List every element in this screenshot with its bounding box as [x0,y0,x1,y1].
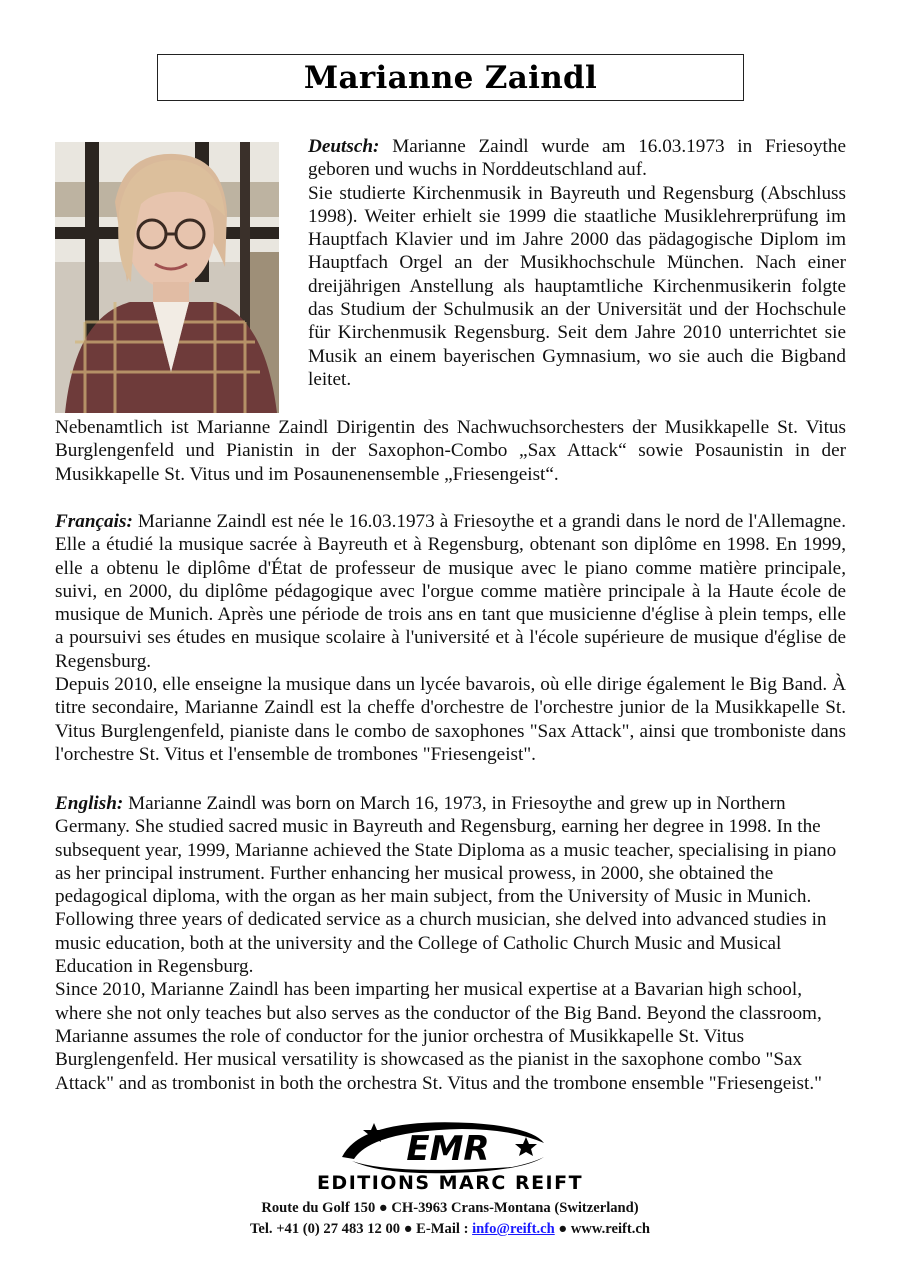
francais-text-1: Marianne Zaindl est née le 16.03.1973 à Friesoythe et a grandi dans le nord de l'Allemagne. Elle a étudié la musique sacrée à Bayreuth et à Regensburg, obtenant son diplôme en 1998. En 1999, elle a obtenu le diplôme d'État de professeur de musique avec le piano comme matière principale, suivi, en 2000, du diplôme pédagogique avec l'orgue comme matière principale à la Haute école de musique de Munich. Après une période de trois ans en tant que musicienne d'église à plein temps, elle a poursuivi ses études en musique scolaire à l'université et à l'école supérieure de musique d'église de Regensburg. [55,511,846,672]
english-paragraph-2: Since 2010, Marianne Zaindl has been imparting her musical expertise at a Bavarian high school, where she not only teaches but also serves as the conductor of the Big Band. Beyond the classroom, Marianne assumes the role of conductor for the junior orchestra of Musikkapelle St. Vitus Burglengenfeld. Her musical versatility is showcased as the pianist in the saxophone combo "Sax Attack" and as trombonist in both the orchestra St. Vitus and the trombone ensemble "Friesengeist." [55,979,822,1094]
portrait-image [55,142,279,413]
deutsch-paragraph-3: Nebenamtlich ist Marianne Zaindl Dirigentin des Nachwuchsorchesters der Musikkapelle St. Vitus Burglengenfeld und Pianistin in der Saxophon-Combo „Sax Attack“ sowie Posaunistin in der Musikkapelle St. Vitus und im Posaunenensemble „Friesengeist“. [55,417,846,485]
footer-address: Route du Golf 150 ● CH-3963 Crans-Montana (Switzerland) [261,1200,639,1216]
deutsch-section-continued [55,416,846,486]
logo-name-text: EDITIONS MARC REIFT [316,1172,584,1194]
footer-contact [0,1221,900,1238]
english-text-1: Marianne Zaindl was born on March 16, 1973, in Friesoythe and grew up in Northern Germany. She studied sacred music in Bayreuth and Regensburg, earning her degree in 1998. In the subsequent year, 1999, Marianne achieved the State Diploma as a music teacher, specialising in piano as her principal instrument. Further enhancing her musical prowess, in 2000, she obtained the pedagogical diploma, with the organ as her main subject, from the University of Music in Munich. Following three years of dedicated service as a church musician, she delved into advanced studies in music education, both at the university and the College of Catholic Church Music and Musical Education in Regensburg. [55,793,837,978]
deutsch-text-1: Marianne Zaindl wurde am 16.03.1973 in Friesoythe geboren und wuchs in Norddeutschland auf. [308,136,846,181]
english-section [55,792,846,1095]
portrait-photo [55,142,279,413]
title-box [157,54,744,101]
emr-logo-mark [282,1117,618,1195]
footer-tel: Tel. +41 (0) 27 483 12 00 ● E-Mail : [249,1221,473,1237]
deutsch-paragraph-1 [308,135,846,182]
francais-label: Français: [55,511,133,532]
francais-paragraph-1 [55,510,846,673]
deutsch-section [308,135,846,391]
footer-web: ● www.reift.ch [554,1221,650,1237]
francais-paragraph-2: Depuis 2010, elle enseigne la musique dans un lycée bavarois, où elle dirige également le Big Band. À titre secondaire, Marianne Zaindl est la cheffe d'orchestre de l'orchestre junior de la Musikkapelle St. Vitus Burglengenfeld, pianiste dans le combo de saxophones "Sax Attack", ainsi que tromboniste dans l'orchestre St. Vitus et l'ensemble de trombones "Friesengeist". [55,674,846,765]
english-label: English: [55,793,124,814]
deutsch-paragraph-2: Sie studierte Kirchenmusik in Bayreuth und Regensburg (Abschluss 1998). Weiter erhielt sie 1999 die staatliche Musiklehrerprüfung im Hauptfach Klavier und im Jahre 2000 das pädagogische Diplom im Hauptfach Orgel an der Musikhochschule München. Nach einer dreijährigen Anstellung als hauptamtliche Kirchenmusikerin folgte das Studium der Schulmusik an der Universität und der Hochschule für Kirchenmusik Regensburg. Seit dem Jahre 2010 unterrichtet sie Musik an einem bayerischen Gymnasium, wo sie auch die Bigband leitet. [308,182,846,390]
page-title: Marianne Zaindl [303,59,598,96]
emr-logo [282,1117,618,1195]
english-paragraph-1 [55,792,846,978]
francais-section [55,510,846,766]
logo-mark-text: EMR [406,1129,490,1169]
email-link[interactable]: info@reift.ch [472,1221,555,1237]
deutsch-label: Deutsch: [308,136,380,157]
